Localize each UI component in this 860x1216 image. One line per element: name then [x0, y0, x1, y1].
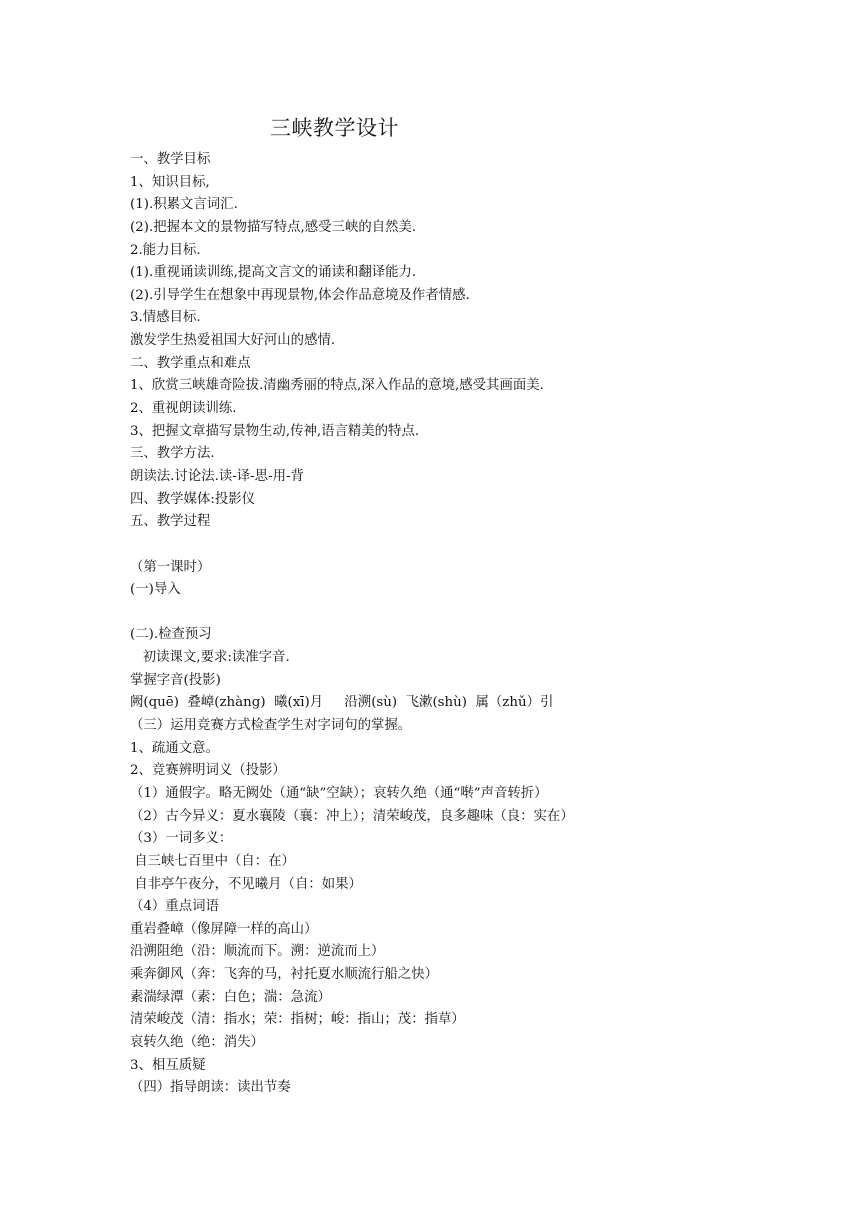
document-line: 1、欣赏三峡雄奇险拔.清幽秀丽的特点,深入作品的意境,感受其画面美.: [130, 378, 544, 394]
document-line: （三）运用竞赛方式检查学生对字词句的掌握。: [130, 718, 412, 734]
document-line: 素湍绿潭（素：白色；湍：急流）: [130, 989, 331, 1005]
document-line: 二、教学重点和难点: [130, 355, 251, 371]
document-line: 重岩叠嶂（像屏障一样的高山）: [130, 921, 318, 937]
document-line: (二).检查预习: [130, 627, 212, 643]
document-line: （1）通假字。略无阙处（通“缺”空缺）；哀转久绝（通“啭”声音转折）: [130, 785, 548, 801]
document-line: (1).积累文言词汇.: [130, 197, 238, 213]
document-line: (1).重视诵读训练,提高文言文的诵读和翻译能力.: [130, 265, 417, 281]
document-body: [130, 149, 830, 1100]
document-line: (一)导入: [130, 582, 181, 598]
document-line: （第一课时）: [130, 559, 211, 575]
document-line: 2、竞赛辨明词义（投影）: [130, 763, 286, 779]
document-line: 阙(quē) 叠嶂(zhàng) 曦(xī)月 沿溯(sù) 飞漱(shù) 属（zhǔ）引: [130, 695, 554, 711]
document-line: [130, 602, 830, 625]
document-line: 掌握字音(投影): [130, 672, 221, 688]
document-line: (2).引导学生在想象中再现景物,体会作品意境及作者情感.: [130, 287, 470, 303]
document-line: 三、教学方法.: [130, 446, 215, 462]
document-line: 乘奔御风（奔：飞奔的马，衬托夏水顺流行船之快）: [130, 967, 438, 983]
document-line: 朗读法.讨论法.读-译-思-用-背: [130, 468, 304, 484]
document-line: 3.情感目标.: [130, 310, 201, 326]
document-line: 1、疏通文意。: [130, 740, 219, 756]
document-line: 2、重视朗读训练.: [130, 401, 237, 417]
document-line: 沿溯阻绝（沿：顺流而下。溯：逆流而上）: [130, 944, 385, 960]
document-line: 初读课文,要求:读准字音.: [130, 650, 290, 666]
document-line: 清荣峻茂（清：指水；荣：指树；峻：指山；茂：指草）: [130, 1012, 465, 1028]
document-line: 3、把握文章描写景物生动,传神,语言精美的特点.: [130, 423, 420, 439]
document-line: 1、知识目标,: [130, 174, 210, 190]
document-line: （4）重点词语: [130, 899, 219, 915]
page-title: 三峡教学设计: [270, 116, 399, 140]
document-line: 激发学生热爱祖国大好河山的感情.: [130, 333, 336, 349]
document-line: （四）指导朗读：读出节奏: [130, 1080, 291, 1096]
document-line: 五、教学过程: [130, 514, 211, 530]
document-line: 一、教学目标: [130, 152, 211, 167]
document-line: （2）古今异义：夏水襄陵（襄：冲上）；清荣峻茂，良多趣味（良：实在）: [130, 808, 574, 824]
document-line: 自三峡七百里中（自：在）: [130, 853, 295, 869]
document-line: 四、教学媒体:投影仪: [130, 491, 256, 507]
document-line: (2).把握本文的景物描写特点,感受三峡的自然美.: [130, 219, 417, 235]
document-line: 2.能力目标.: [130, 242, 201, 258]
document-line: 自非亭午夜分，不见曦月（自：如果）: [130, 876, 362, 892]
document-line: [130, 534, 830, 557]
document-line: 3、相互质疑: [130, 1057, 206, 1073]
document-line: （3）一词多义：: [130, 831, 233, 847]
document-line: 哀转久绝（绝：消失）: [130, 1034, 264, 1050]
